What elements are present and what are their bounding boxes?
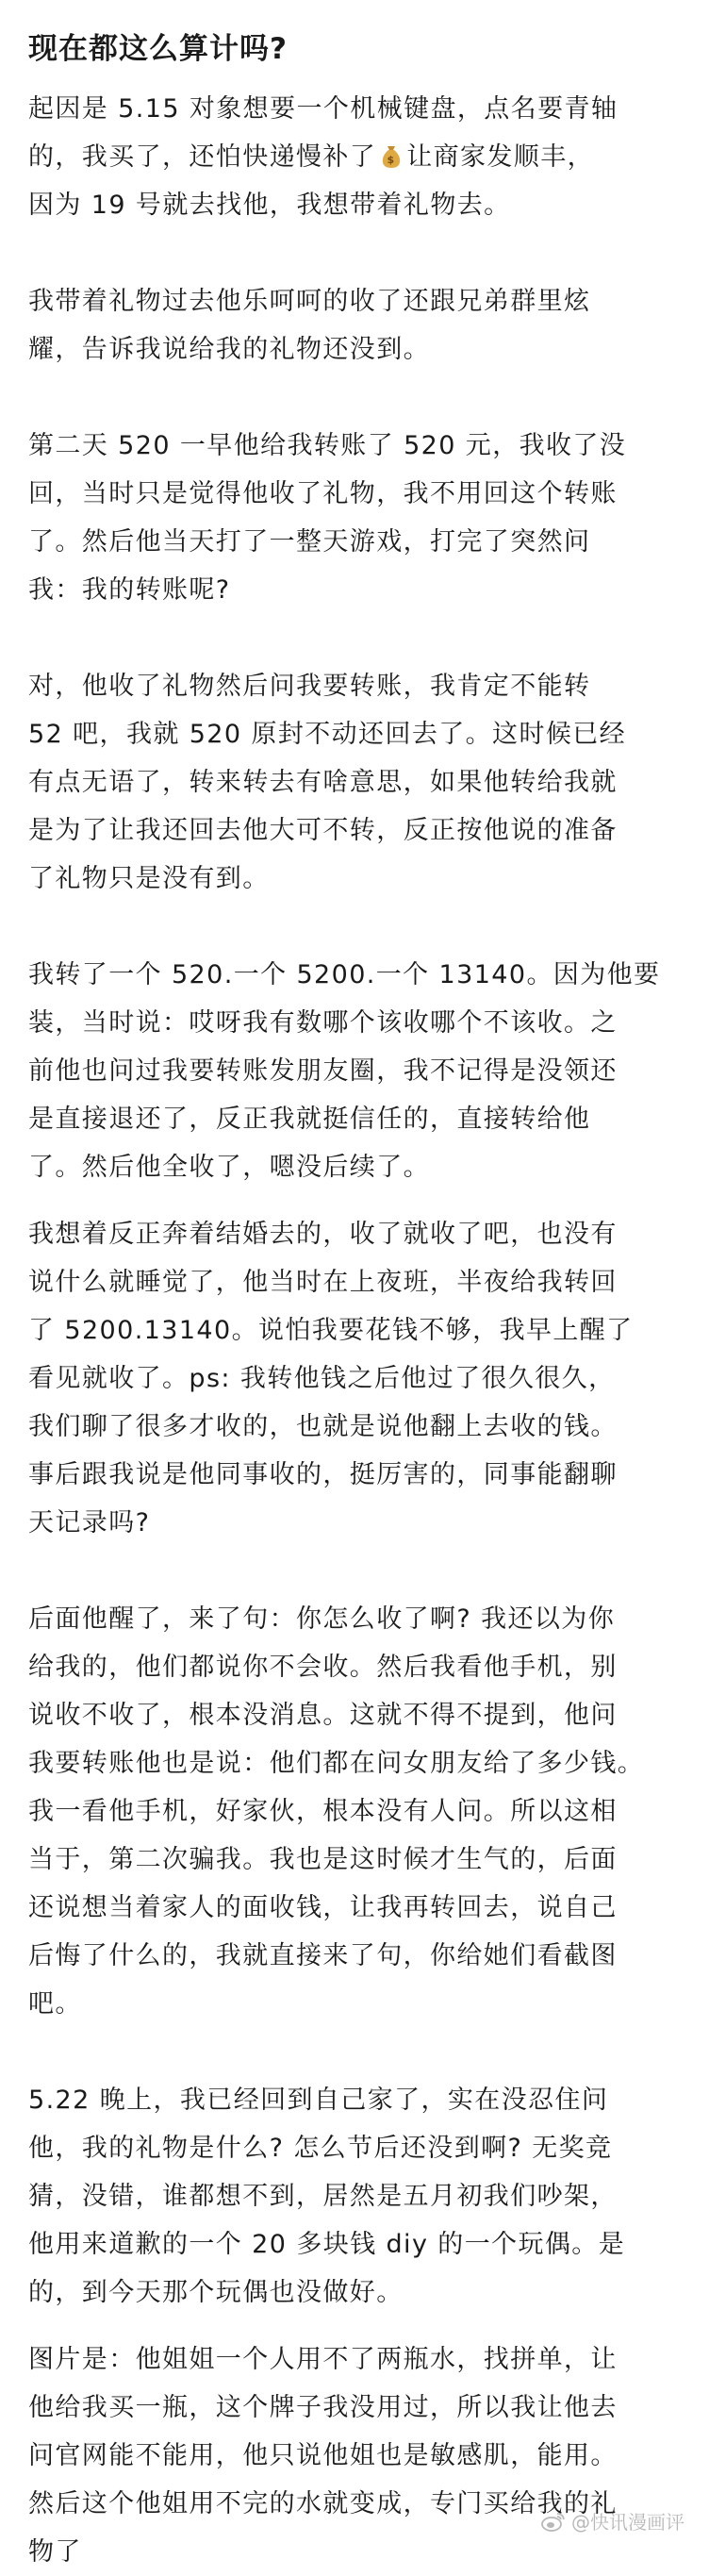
- svg-text:$: $: [387, 154, 396, 166]
- paragraph-5: 我转了一个 520.一个 5200.一个 13140。因为他要 装，当时说：哎呀我有数哪个该收哪个不该收。之 前他也问过我要转账发朋友圈，我不记得是没领还 是直接退还了，反正我就挺信任的，直接转给他 了。然后他全收了，嗯没后续了。: [28, 960, 661, 1182]
- weibo-logo-icon: [541, 2511, 566, 2532]
- watermark: [541, 2507, 684, 2534]
- paragraph-1: [28, 85, 681, 229]
- paragraph-3: 第二天 520 一早他给我转账了 520 元，我收了没 回，当时只是觉得他收了礼物，我不用回这个转账 了。然后他当天打了一整天游戏，打完了突然问 我：我的转账呢?: [28, 431, 627, 605]
- paragraph-4: 对，他收了礼物然后问我要转账，我肯定不能转 52 吧，我就 520 原封不动还回去了。这时候已经 有点无语了，转来转去有啥意思，如果他转给我就 是为了让我还回去他大可不转，反正按他说的准备 了礼物只是没有到。: [28, 672, 627, 893]
- watermark-text: @快讯漫画评: [571, 2511, 684, 2534]
- paragraph-1-part-1: 起因是 5.15 对象想要一个机械键盘，点名要青轴 的，我买了，还怕快递慢补了: [28, 94, 618, 172]
- money-bag-icon: [380, 144, 403, 169]
- post-title: 现在都这么算计吗?: [28, 32, 288, 66]
- paragraph-9: 图片是：他姐姐一个人用不了两瓶水，找拼单，让 他给我买一瓶，这个牌子我没用过，所以我让他去 问官网能不能用，他只说他姐也是敏感肌，能用。 然后这个他姐用不完的水就变成，专门买给我的礼 物了: [28, 2345, 618, 2567]
- paragraph-2: 我带着礼物过去他乐呵呵的收了还跟兄弟群里炫 耀，告诉我说给我的礼物还没到。: [28, 287, 591, 364]
- paragraph-6: 我想着反正奔着结婚去的，收了就收了吧，也没有 说什么就睡觉了，他当时在上夜班，半夜给我转回 了 5200.13140。说怕我要花钱不够，我早上醒了 看见就收了。ps: 我转他钱之后他过了很久很久， 我们聊了很多才收的，也就是说他翻上去收的钱。 事后跟我说是他同事收的，挺厉害的，同事能翻聊 天记录吗?: [28, 1220, 634, 1537]
- paragraph-1-part-2: 让商家发顺丰， 因为 19 号就去找他，我想带着礼物去。: [28, 142, 595, 220]
- paragraph-7: 后面他醒了，来了句：你怎么收了啊? 我还以为你 给我的，他们都说你不会收。然后我看他手机，别 说收不收了，根本没消息。这就不得不提到，他问 我要转账他也是说：他们都在问女朋友给了多少钱。 我一看他手机，好家伙，根本没有人问。所以这相 当于，第二次骗我。我也是这时候才生气的，后面 还说想当着家人的面收钱，让我再转回去，说自己 后悔了什么的，我就直接来了句，你给她们看截图 吧。: [28, 1604, 645, 2019]
- paragraph-8: 5.22 晚上，我已经回到自己家了，实在没忍住问 他，我的礼物是什么? 怎么节后还没到啊? 无奖竞 猜，没错，谁都想不到，居然是五月初我们吵架， 他用来道歉的一个 20 多块钱 diy 的一个玩偶。是 的，到今天那个玩偶也没做好。: [28, 2086, 626, 2307]
